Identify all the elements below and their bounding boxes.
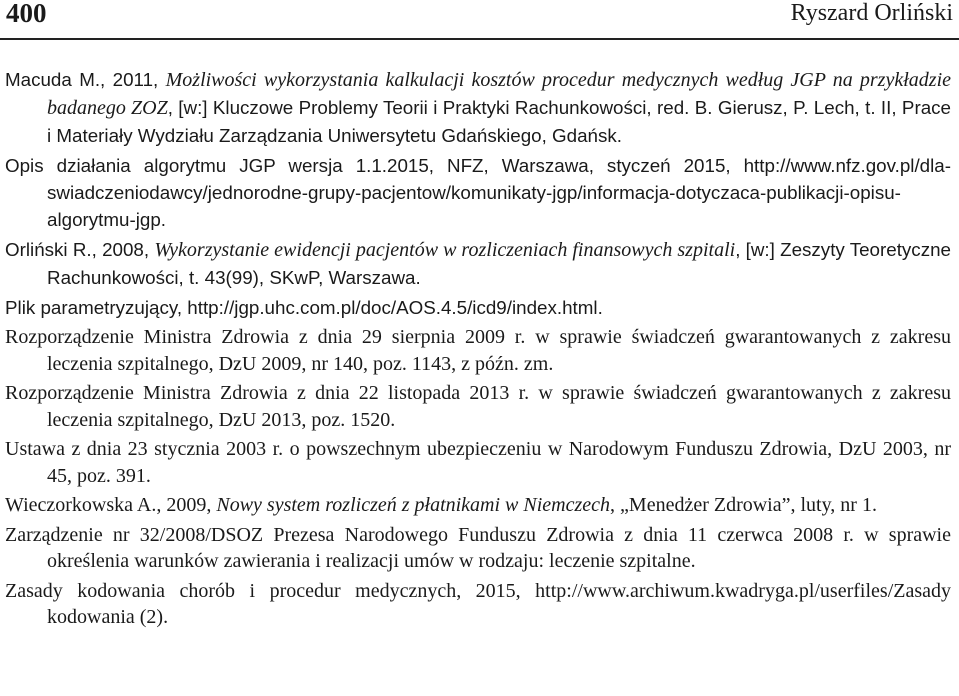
page-header (0, 0, 959, 36)
reference-item: Zasady kodowania chorób i procedur medycznych, 2015, http://www.archiwum.kwadryga.pl/userfiles/Zasady kodowania (2). (5, 579, 951, 628)
reference-item: Rozporządzenie Ministra Zdrowia z dnia 29 sierpnia 2009 r. w sprawie świadczeń gwarantowanych z zakresu leczenia szpitalnego, DzU 2009, nr 140, poz. 1143, z późn. zm. (5, 326, 951, 375)
reference-item: Macuda M., 2011, Możliwości wykorzystania kalkulacji kosztów procedur medycznych według JGP na przykładzie badanego ZOZ, [w:] Kluczowe Problemy Teorii i Praktyki Rachunkowości, red. B. Gierusz, P. Lech, t. II, Prace i Materiały Wydziału Zarządzania Uniwersytetu Gdańskiego, Gdańsk. (5, 69, 951, 146)
reference-item: Orliński R., 2008, Wykorzystanie ewidencji pacjentów w rozliczeniach finansowych szpitali, [w:] Zeszyty Teoretyczne Rachunkowości, t. 43(99), SKwP, Warszawa. (5, 239, 951, 288)
reference-title: Nowy system rozliczeń z płatnikami w Niemczech (216, 494, 611, 516)
reference-title: Wykorzystanie ewidencji pacjentów w rozliczeniach finansowych szpitali (154, 239, 736, 261)
reference-title: Możliwości wykorzystania kalkulacji kosztów procedur medycznych według JGP na przykładzie badanego ZOZ (47, 69, 951, 119)
running-head-author: Ryszard Orliński (790, 0, 953, 26)
reference-item: Opis działania algorytmu JGP wersja 1.1.2015, NFZ, Warszawa, styczeń 2015, http://www.nfz.gov.pl/dla-swiadczeniodawcy/jednorodne-grupy-pacjentow/komunikaty-jgp/informacja-dotyczaca-publikacji-opisu-algorytmu-jgp. (5, 155, 951, 230)
reference-list (5, 66, 951, 634)
page-number: 400 (6, 0, 47, 28)
reference-item: Ustawa z dnia 23 stycznia 2003 r. o powszechnym ubezpieczeniu w Narodowym Funduszu Zdrowia, DzU 2003, nr 45, poz. 391. (5, 438, 951, 487)
header-rule (0, 38, 959, 40)
reference-item: Plik parametryzujący, http://jgp.uhc.com.pl/doc/AOS.4.5/icd9/index.html. (5, 297, 603, 318)
reference-item: Rozporządzenie Ministra Zdrowia z dnia 22 listopada 2013 r. w sprawie świadczeń gwarantowanych z zakresu leczenia szpitalnego, DzU 2013, poz. 1520. (5, 382, 951, 431)
reference-item: Zarządzenie nr 32/2008/DSOZ Prezesa Narodowego Funduszu Zdrowia z dnia 11 czerwca 2008 r. w sprawie określenia warunków zawierania i realizacji umów w rodzaju: leczenie szpitalne. (5, 523, 951, 572)
reference-item: Wieczorkowska A., 2009, Nowy system rozliczeń z płatnikami w Niemczech, „Menedżer Zdrowia”, luty, nr 1. (5, 494, 877, 516)
